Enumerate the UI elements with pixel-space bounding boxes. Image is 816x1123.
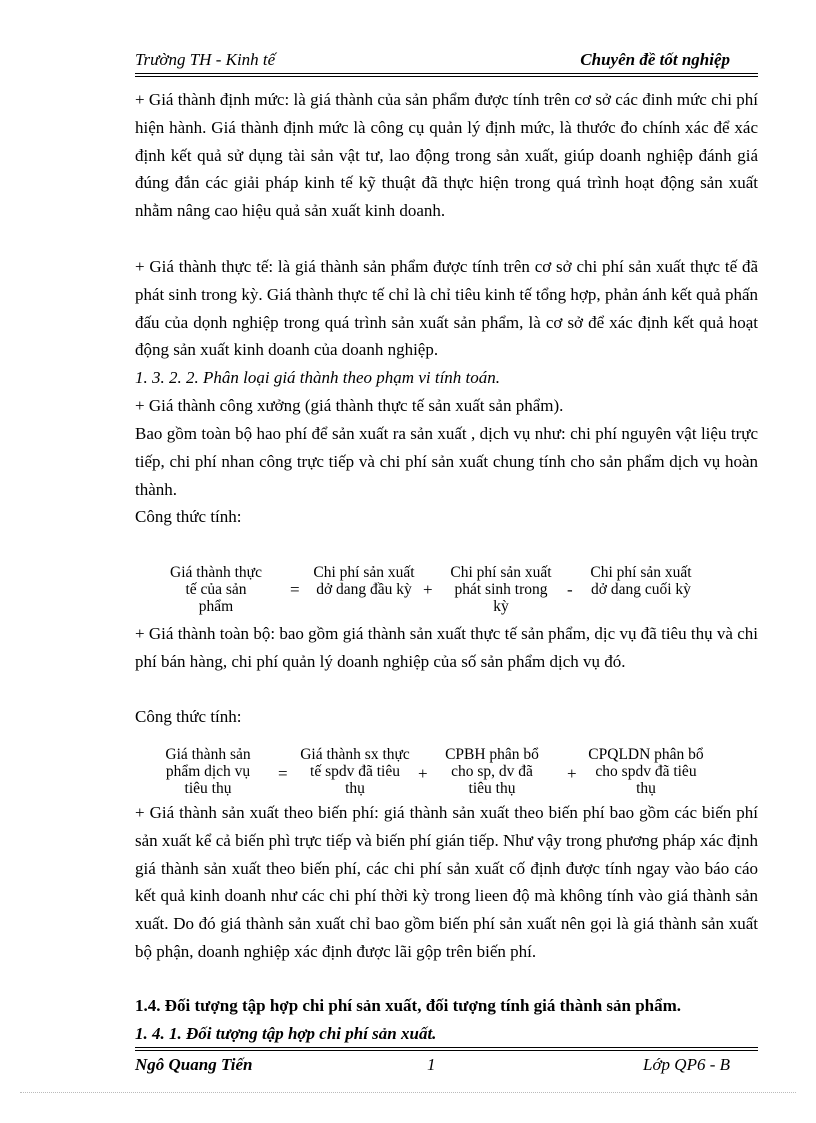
header-rule <box>135 73 758 74</box>
page-header <box>135 48 758 74</box>
formula-1-plus: + <box>423 580 433 599</box>
formula-2-plus-1: + <box>418 764 428 783</box>
header-doc-type: Chuyên đề tốt nghiệp <box>580 50 730 69</box>
formula-2-term-3: CPQLDN phân bổ cho spdv đã tiêu thụ <box>588 746 704 797</box>
formula-1-term-2: Chi phí sản xuất phát sinh trong kỳ <box>450 564 552 615</box>
paragraph-thuc-te: + Giá thành thực tế: là giá thành sản phẩm được tính trên cơ sở chi phí sản xuất thực tế đã phát sinh trong kỳ. Giá thành thực tế chỉ là chỉ tiêu kinh tế tổng hợp, phản ánh kết quả phấn đấu của dọnh nghiệp trong quá trình sản xuất sản phẩm, là cơ sở để xác định kết quả hoạt động sản xuất kinh doanh của doanh nghiệp. <box>135 257 758 360</box>
paragraph-bien-phi: + Giá thành sản xuất theo biến phí: giá thành sản xuất theo biến phí bao gồm các biến phí sản xuất kể cả biến phì trực tiếp và biến phí gián tiếp. Như vậy trong phương pháp xác định giá thành sản xuất theo biến phí, các chi phí sản xuất cố định được tính ngay vào báo cáo kết quả kinh doanh như các chi phí thời kỳ trong lieen độ mà không tính vào giá thành sản xuất. Do đó giá thành sản xuất chỉ bao gồm biến phí sản xuất nên gọi là giá thành sản xuất bộ phận, doanh nghiệp xác định được lãi gộp trên biến phí. <box>135 803 758 961</box>
formula-1-term-1: Chi phí sản xuất dở dang đầu kỳ <box>313 564 415 598</box>
header-school: Trường TH - Kinh tế <box>135 50 276 69</box>
page-bottom-border <box>20 1092 796 1093</box>
paragraph-toan-bo: + Giá thành toàn bộ: bao gồm giá thành sản xuất thực tế sản phẩm, dịc vụ đã tiêu thụ và chi phí bán hàng, chi phí quản lý doanh nghiệp của số sản phẩm dịch vụ đó. <box>135 624 758 671</box>
formula-2-equals: = <box>278 764 288 783</box>
paragraph-bao-gom: Bao gồm toàn bộ hao phí để sản xuất ra sản xuất , dịch vụ như: chi phí nguyên vật liệu trực tiếp, chi phí nhan công trực tiếp và chi phí sản xuất chung tính cho sản phẩm dịch vụ hoàn thành. <box>135 424 758 499</box>
formula-1-term-3: Chi phí sản xuất dở dang cuối kỳ <box>590 564 692 598</box>
page-number: 1 <box>427 1055 436 1074</box>
section-heading-1-4-1: 1. 4. 1. Đối tượng tập hợp chi phí sản xuất. <box>135 1024 437 1043</box>
formula-2-plus-2: + <box>567 764 577 783</box>
footer-class: Lớp QP6 - B <box>643 1055 730 1074</box>
formula-2-term-1: Giá thành sx thực tế spdv đã tiêu thụ <box>300 746 410 797</box>
footer-rule <box>135 1047 758 1048</box>
header-rule-2 <box>135 76 758 77</box>
paragraph-dinh-muc: + Giá thành định mức: là giá thành của sản phẩm được tính trên cơ sở các đinh mức chi phí hiện hành. Giá thành định mức là công cụ quản lý định mức, là thước đo chính xác để xác định kết quả sử dụng tài sản vật tư, lao động trong sản xuất, giúp doanh nghiệp đánh giá đúng đắn các giải pháp kinh tế kỹ thuật đã thực hiện trong quá trình hoạt động sản xuất nhằm nâng cao hiệu quả sản xuất kinh doanh. <box>135 90 758 221</box>
section-heading-1-4: 1.4. Đối tượng tập hợp chi phí sản xuất, đối tượng tính giá thành sản phẩm. <box>135 996 682 1015</box>
formula-intro-1: Công thức tính: <box>135 507 242 526</box>
formula-2-term-2: CPBH phân bổ cho sp, dv đã tiêu thụ <box>445 746 539 797</box>
footer-rule-2 <box>135 1050 758 1051</box>
footer-author: Ngô Quang Tiến <box>135 1055 253 1074</box>
formula-intro-2: Công thức tính: <box>135 707 242 726</box>
paragraph-cong-xuong: + Giá thành công xưởng (giá thành thực tế sản xuất sản phẩm). <box>135 396 564 415</box>
page-footer <box>135 1055 758 1081</box>
formula-1-minus: - <box>567 580 573 599</box>
formula-1-lhs: Giá thành thực tế của sản phẩm <box>170 564 262 615</box>
section-heading-1-3-2-2: 1. 3. 2. 2. Phân loại giá thành theo phạm vi tính toán. <box>135 368 501 387</box>
formula-1-equals: = <box>290 580 300 599</box>
formula-2-lhs: Giá thành sản phẩm dịch vụ tiêu thụ <box>165 746 251 797</box>
